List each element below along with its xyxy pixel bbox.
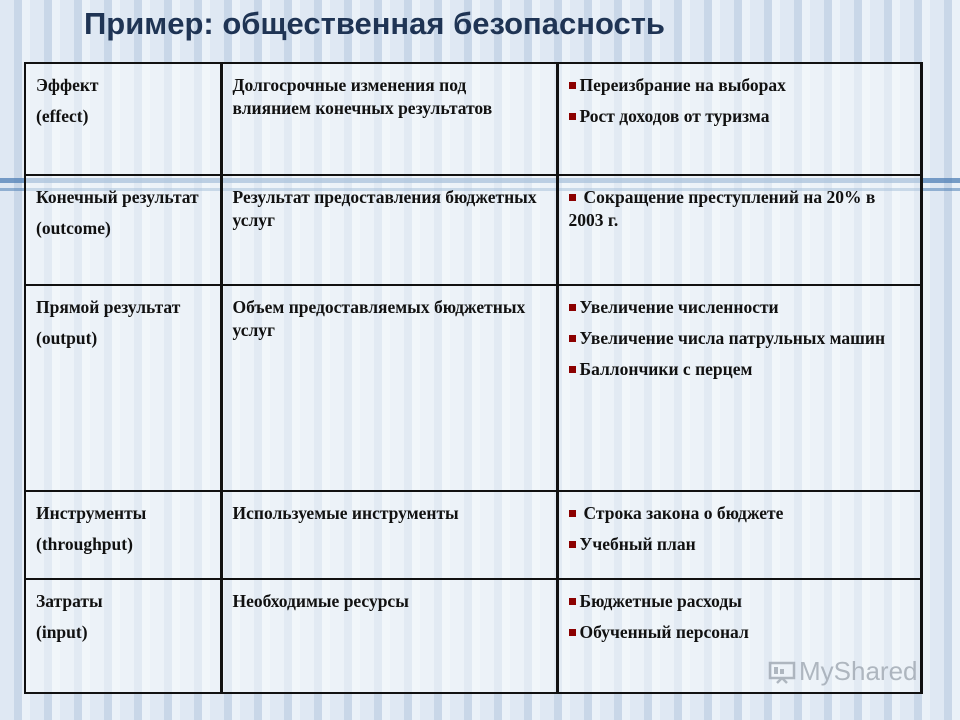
definition-cell	[221, 579, 557, 693]
table-row	[25, 491, 921, 579]
square-bullet-icon	[569, 113, 576, 120]
level-name: Эффект	[36, 75, 99, 95]
level-term: (input)	[36, 621, 88, 642]
table-row	[25, 285, 921, 491]
level-cell	[25, 285, 221, 491]
table-row	[25, 63, 921, 175]
definition-text: Результат предоставления бюджетных услуг	[232, 187, 537, 230]
list-item: Увеличение числа патрульных машин	[569, 327, 912, 350]
level-name: Инструменты	[36, 503, 147, 523]
list-item: Сокращение преступлений на 20% в 2003 г.	[568, 187, 876, 230]
level-cell	[25, 63, 221, 175]
level-term: (outcome)	[36, 217, 111, 238]
list-item: Бюджетные расходы	[569, 590, 912, 613]
list-item: Строка закона о бюджете	[569, 502, 912, 525]
definition-text: Долгосрочные изменения под влиянием конечных результатов	[232, 75, 493, 118]
level-cell	[25, 491, 221, 579]
definition-cell	[221, 285, 557, 491]
square-bullet-icon	[569, 541, 576, 548]
list-item: Переизбрание на выборах	[569, 74, 912, 97]
definition-text: Необходимые ресурсы	[232, 591, 409, 611]
definition-cell	[221, 175, 557, 285]
examples-cell	[557, 63, 921, 175]
list-item: Обученный персонал	[569, 621, 912, 644]
level-name: Затраты	[36, 591, 103, 611]
definition-cell	[221, 63, 557, 175]
level-term: (throughput)	[36, 533, 133, 554]
results-chain-table	[24, 62, 923, 694]
level-cell	[25, 579, 221, 693]
examples-cell	[557, 285, 921, 491]
level-cell	[25, 175, 221, 285]
list-item: Рост доходов от туризма	[569, 105, 912, 128]
square-bullet-icon	[569, 629, 576, 636]
list-item: Учебный план	[569, 533, 912, 556]
level-name: Прямой результат	[36, 297, 181, 317]
level-term: (output)	[36, 327, 98, 348]
square-bullet-icon	[569, 510, 576, 517]
table-row	[25, 175, 921, 285]
level-name: Конечный результат	[36, 187, 199, 207]
definition-text: Объем предоставляемых бюджетных услуг	[232, 297, 526, 340]
square-bullet-icon	[569, 304, 576, 311]
slide-title: Пример: общественная безопасность	[84, 6, 665, 41]
list-item: Увеличение численности	[569, 296, 912, 319]
level-term: (effect)	[36, 105, 89, 126]
definition-text: Используемые инструменты	[232, 503, 459, 523]
examples-cell	[557, 175, 921, 285]
square-bullet-icon	[569, 598, 576, 605]
watermark-text: MyShared	[799, 656, 918, 686]
definition-cell	[221, 491, 557, 579]
square-bullet-icon	[569, 82, 576, 89]
square-bullet-icon	[569, 194, 576, 201]
square-bullet-icon	[569, 366, 576, 373]
presentation-board-icon	[768, 660, 796, 684]
watermark	[768, 656, 918, 687]
examples-cell	[557, 491, 921, 579]
square-bullet-icon	[569, 335, 576, 342]
list-item: Баллончики с перцем	[569, 358, 912, 381]
